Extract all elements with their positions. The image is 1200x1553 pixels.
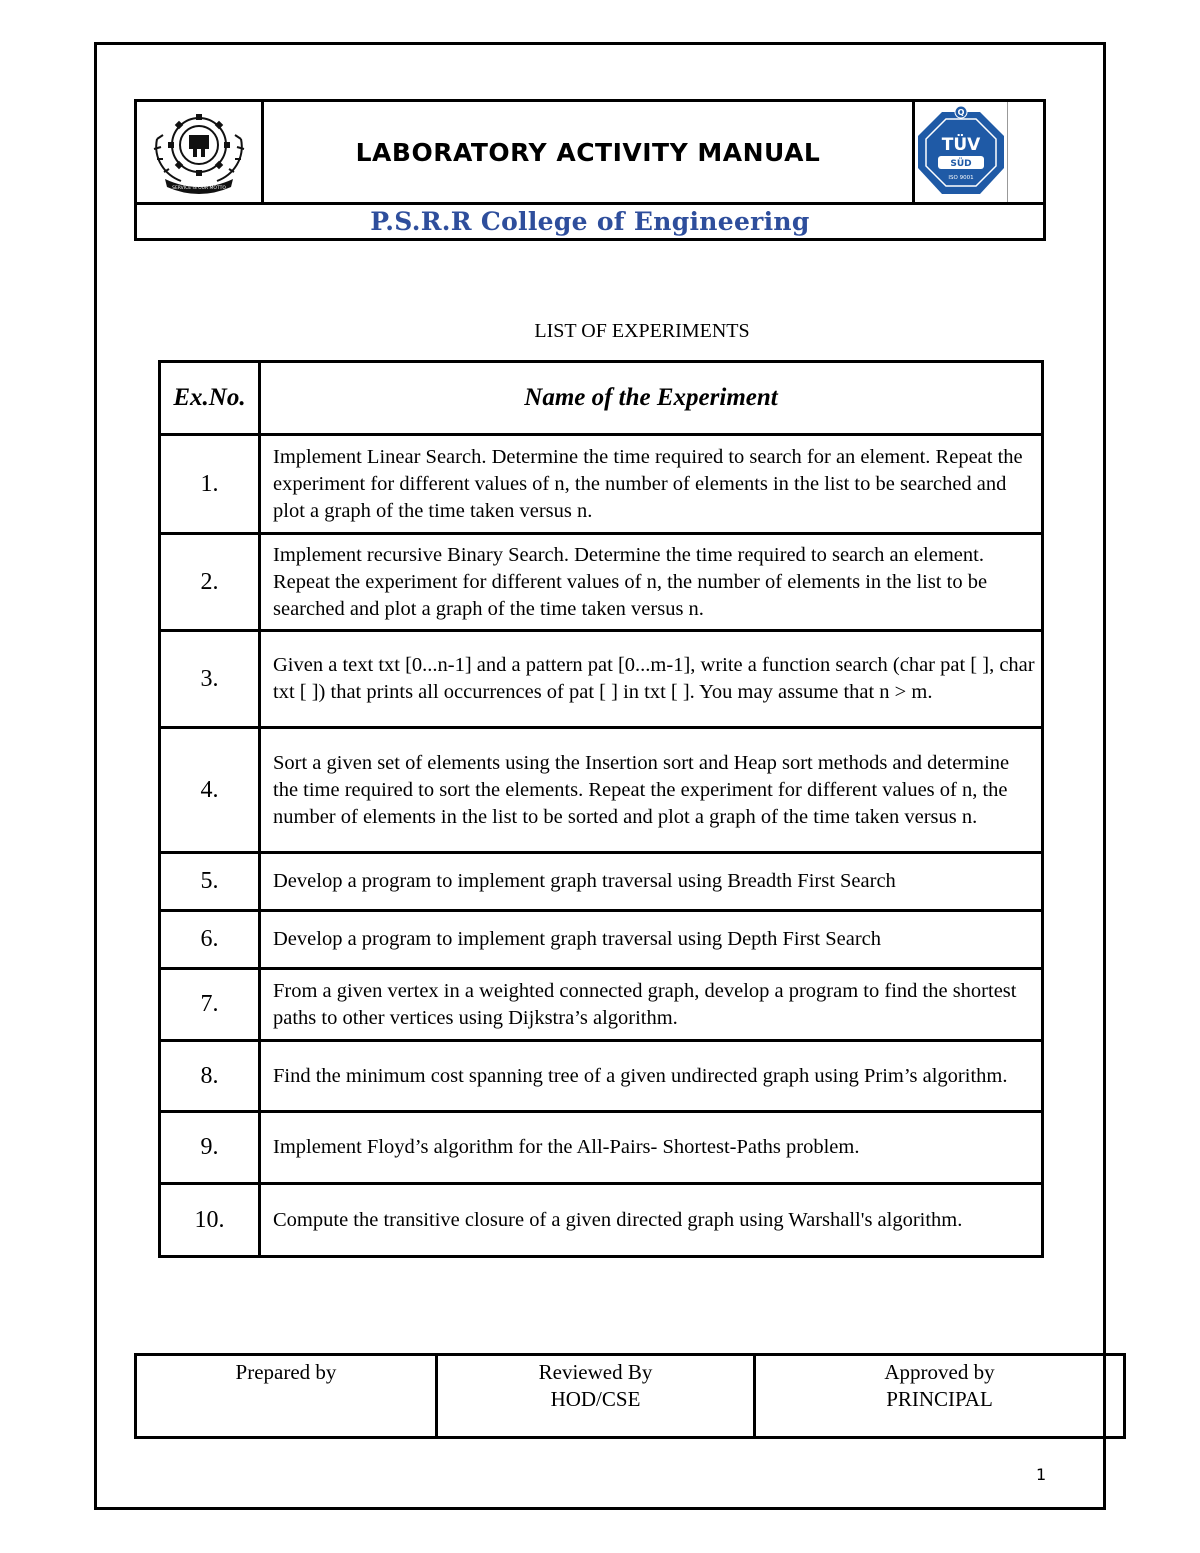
table-row	[160, 1112, 1043, 1184]
reviewed-by-role: HOD/CSE	[550, 1387, 641, 1411]
signoff-table	[134, 1353, 1126, 1439]
header-ex-no: Ex.No.	[160, 362, 260, 435]
certification-badge	[912, 102, 1046, 202]
approved-by-cell	[755, 1355, 1125, 1438]
experiment-number: 9.	[160, 1112, 260, 1184]
manual-title: LABORATORY ACTIVITY MANUAL	[355, 137, 821, 167]
approved-by-label: Approved by	[884, 1360, 995, 1384]
college-name: P.S.R.R College of Engineering	[137, 202, 1043, 238]
reviewed-by-cell	[437, 1355, 755, 1438]
table-row	[160, 631, 1043, 728]
prepared-by-cell	[136, 1355, 437, 1438]
experiment-name: Given a text txt [0...n-1] and a pattern pat [0...m-1], write a function search (char pat [ ], char txt [ ]) that prints all occurrences of pat [ ] in txt [ ]. You may assume that n > m.	[260, 631, 1043, 728]
experiment-name: Implement Floyd’s algorithm for the All-Pairs- Shortest-Paths problem.	[260, 1112, 1043, 1184]
experiment-name: Sort a given set of elements using the Insertion sort and Heap sort methods and determine the time required to sort the elements. Repeat the experiment for different values of n, the number of elements in the list to be sorted and plot a graph of the time taken versus n.	[260, 728, 1043, 853]
cert-sub-label: SÜD	[950, 159, 972, 169]
table-row	[160, 853, 1043, 911]
experiment-number: 7.	[160, 969, 260, 1041]
cert-brand-label: TÜV	[941, 135, 981, 155]
tuv-certification-icon	[916, 104, 1006, 200]
list-title: LIST OF EXPERIMENTS	[534, 320, 750, 342]
experiment-name: Find the minimum cost spanning tree of a given undirected graph using Prim’s algorithm.	[260, 1041, 1043, 1112]
experiment-number: 3.	[160, 631, 260, 728]
experiment-name: Develop a program to implement graph traversal using Breadth First Search	[260, 853, 1043, 911]
table-row	[160, 1184, 1043, 1257]
table-row	[160, 728, 1043, 853]
table-header-row	[160, 362, 1043, 435]
experiment-name: Develop a program to implement graph traversal using Depth First Search	[260, 911, 1043, 969]
logo-motto: SERVICE IS OUR MOTTO	[172, 186, 226, 191]
experiment-number: 5.	[160, 853, 260, 911]
experiment-number: 4.	[160, 728, 260, 853]
prepared-by-label: Prepared by	[235, 1360, 337, 1384]
table-row	[160, 534, 1043, 631]
experiment-name: Implement Linear Search. Determine the time required to search for an element. Repeat the experiment for different values of n, the number of elements in the list to be searched and plot a graph of the time taken versus n.	[260, 435, 1043, 534]
header-experiment-name: Name of the Experiment	[260, 362, 1043, 435]
experiment-name: Implement recursive Binary Search. Determine the time required to search an element. Repeat the experiment for different values of n, the number of elements in the list to be searched and plot a graph of the time taken versus n.	[260, 534, 1043, 631]
approved-by-role: PRINCIPAL	[886, 1387, 993, 1411]
experiment-number: 8.	[160, 1041, 260, 1112]
document-header	[134, 99, 1046, 241]
college-logo	[137, 102, 264, 202]
cert-iso-label: ISO 9001	[948, 175, 974, 181]
table-row	[160, 911, 1043, 969]
table-row	[160, 435, 1043, 534]
page-number: 1	[1036, 1465, 1047, 1484]
experiment-name: From a given vertex in a weighted connected graph, develop a program to find the shortest paths to other vertices using Dijkstra’s algorithm.	[260, 969, 1043, 1041]
table-row	[160, 1041, 1043, 1112]
reviewed-by-label: Reviewed By	[538, 1360, 653, 1384]
experiment-name: Compute the transitive closure of a given directed graph using Warshall's algorithm.	[260, 1184, 1043, 1257]
college-emblem-icon	[147, 109, 251, 195]
experiment-number: 2.	[160, 534, 260, 631]
table-row	[160, 969, 1043, 1041]
experiment-number: 6.	[160, 911, 260, 969]
experiments-table	[158, 360, 1044, 1258]
experiment-number: 1.	[160, 435, 260, 534]
cert-q-label: Q	[957, 108, 965, 117]
experiment-number: 10.	[160, 1184, 260, 1257]
